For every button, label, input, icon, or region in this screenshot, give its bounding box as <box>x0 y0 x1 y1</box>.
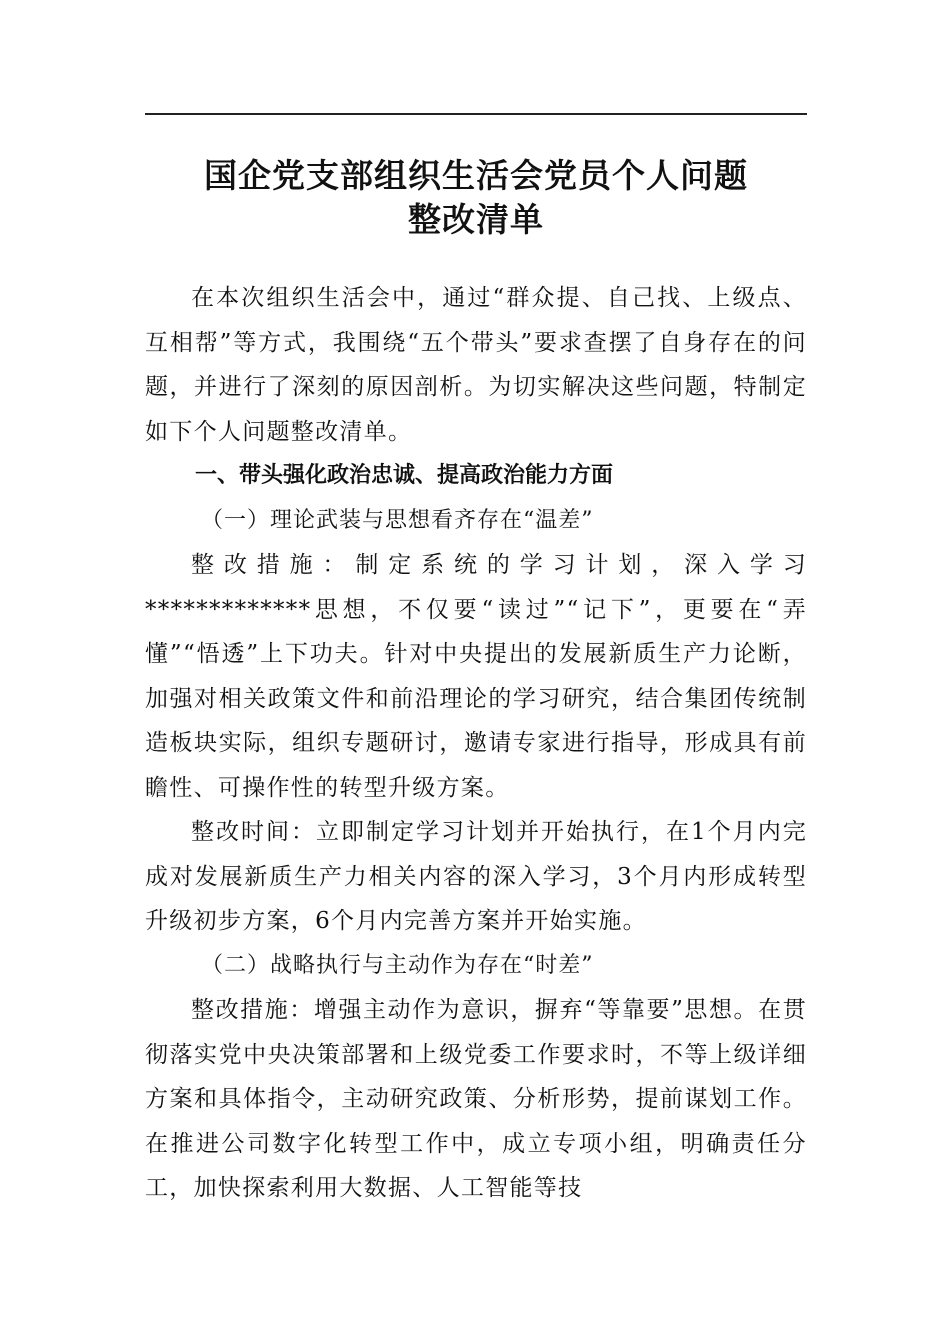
document-title-line1: 国企党支部组织生活会党员个人问题 <box>204 156 748 195</box>
document-title-line2: 整改清单 <box>408 200 544 239</box>
rectification-measures-1: 整改措施：制定系统的学习计划，深入学习*************思想，不仅要“读过”“记下”，更要在“弄懂”“悟透”上下功夫。针对中央提出的发展新质生产力论断，加强对相关政策文件和前沿理论的学习研究，结合集团传统制造板块实际，组织专题研讨，邀请专家进行指导，形成具有前瞻性、可操作性的转型升级方案。 <box>145 552 807 801</box>
section-heading-1: 一、带头强化政治忠诚、提高政治能力方面 <box>195 463 614 488</box>
subsection-heading-2: （二）战略执行与主动作为存在“时差” <box>201 952 594 978</box>
document-body <box>145 276 807 1211</box>
intro-paragraph: 在本次组织生活会中，通过“群众提、自己找、上级点、互相帮”等方式，我围绕“五个带头”要求查摆了自身存在的问题，并进行了深刻的原因剖析。为切实解决这些问题，特制定如下个人问题整改清单。 <box>145 285 807 445</box>
subsection-heading-1: （一）理论武装与思想看齐存在“温差” <box>201 507 594 533</box>
header-rule <box>145 113 807 115</box>
rectification-timeline-1: 整改时间：立即制定学习计划并开始执行，在1个月内完成对发展新质生产力相关内容的深入学习，3个月内形成转型升级初步方案，6个月内完善方案并开始实施。 <box>145 819 807 934</box>
rectification-measures-2: 整改措施：增强主动作为意识，摒弃“等靠要”思想。在贯彻落实党中央决策部署和上级党委工作要求时，不等上级详细方案和具体指令，主动研究政策、分析形势，提前谋划工作。在推进公司数字化转型工作中，成立专项小组，明确责任分工，加快探索利用大数据、人工智能等技 <box>145 997 807 1201</box>
